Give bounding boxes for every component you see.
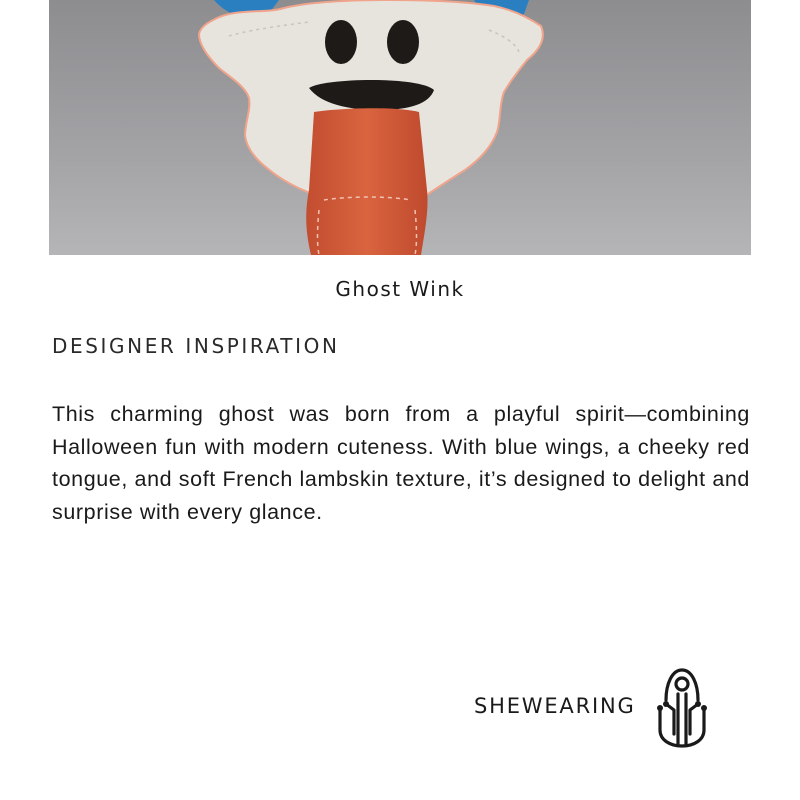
inspiration-text: This charming ghost was born from a playful spirit—combining Halloween fun with modern cuteness. With blue wings, a cheeky red tongue, and soft French lambskin texture, it’s designed to delight and surprise with every glance. [52, 402, 750, 524]
product-caption: Ghost Wink [335, 277, 465, 301]
shewearing-logo-icon [654, 664, 710, 748]
ghost-charm-image [49, 0, 751, 255]
brand-name: SHEWEARING [474, 694, 636, 718]
product-photo [49, 0, 751, 255]
brand-signature [474, 664, 710, 748]
section-heading: DESIGNER INSPIRATION [52, 334, 340, 358]
